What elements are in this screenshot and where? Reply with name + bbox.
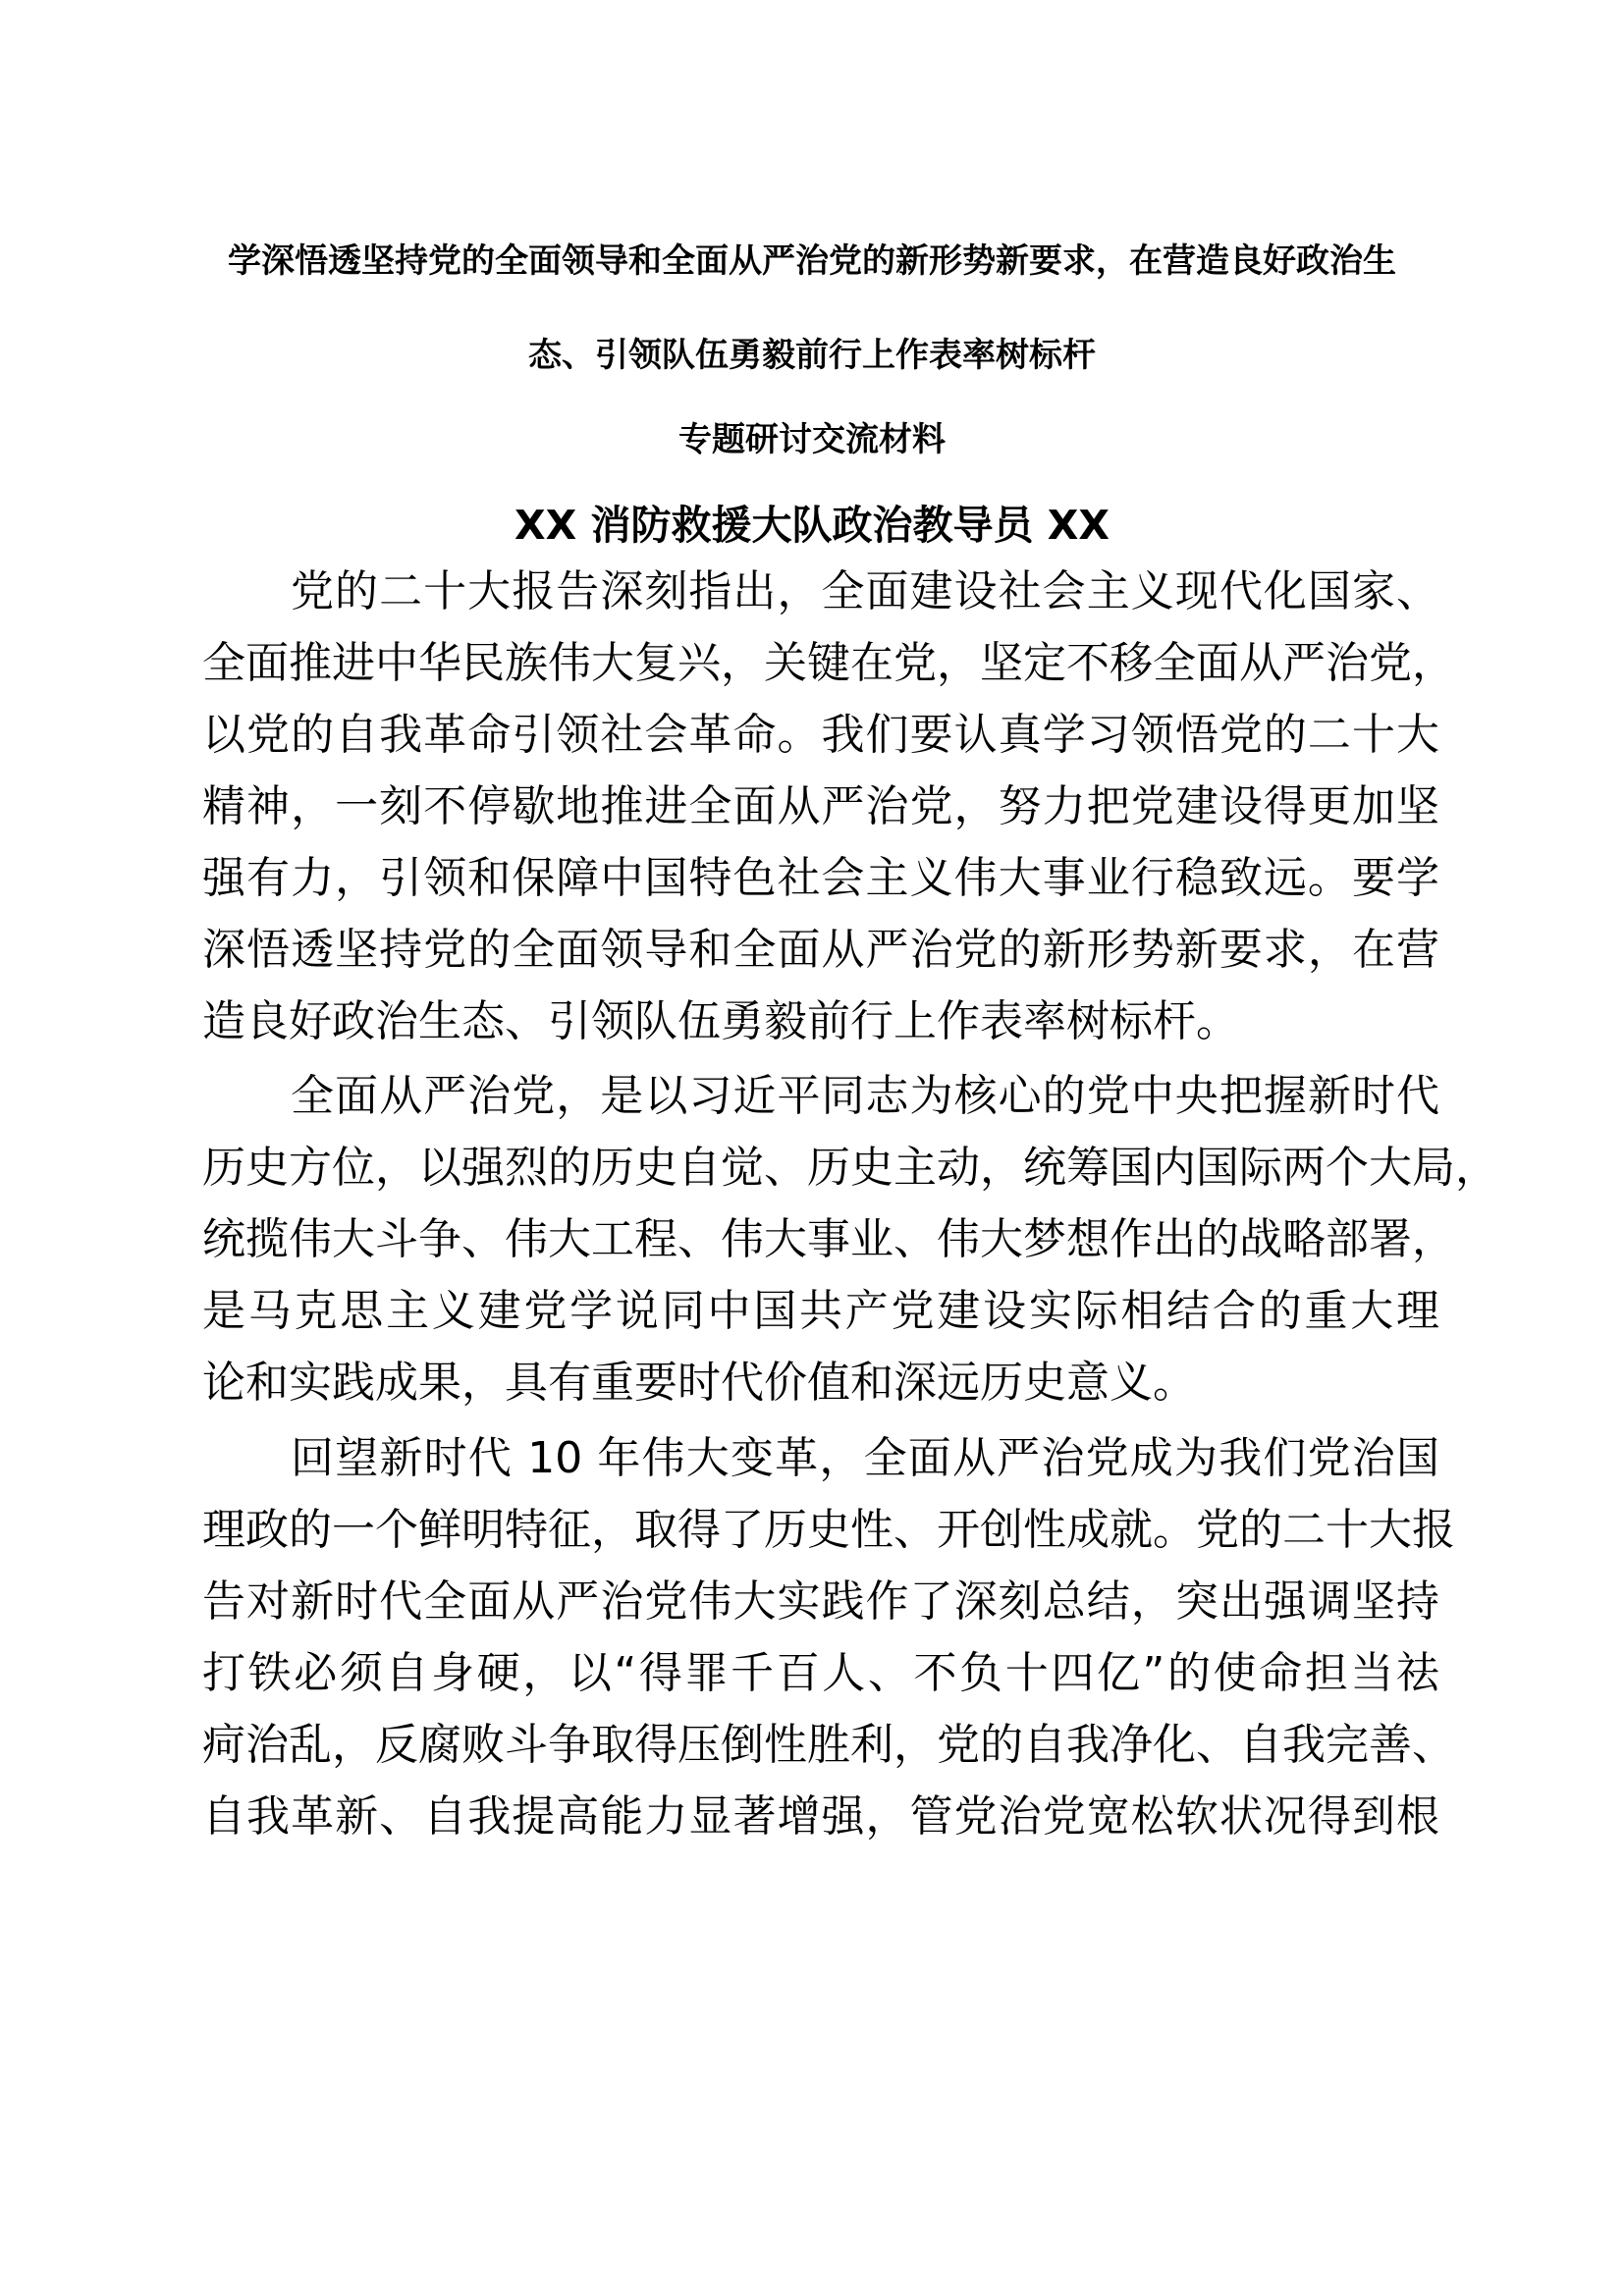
paragraph-2-line-5: 论和实践成果，具有重要时代价值和深远历史意义。 bbox=[202, 1358, 1196, 1408]
paragraph-2-line-1: 全面从严治党，是以习近平同志为核心的党中央把握新时代 bbox=[291, 1071, 1439, 1121]
paragraph-1-line-5: 强有力，引领和保障中国特色社会主义伟大事业行稳致远。要学 bbox=[202, 853, 1439, 903]
paragraph-2-line-4: 是马克思主义建党学说同中国共产党建设实际相结合的重大理 bbox=[202, 1286, 1439, 1336]
paragraph-3-line-2: 理政的一个鲜明特征，取得了历史性、开创性成就。党的二十大报 bbox=[202, 1505, 1455, 1555]
paragraph-3-line-3: 告对新时代全面从严治党伟大实践作了深刻总结，突出强调坚持 bbox=[202, 1576, 1439, 1627]
paragraph-1-line-3: 以党的自我革命引领社会革命。我们要认真学习领悟党的二十大 bbox=[202, 710, 1439, 760]
document-subtitle: 专题研讨交流材料 bbox=[678, 420, 946, 459]
document-title-line-2: 态、引领队伍勇毅前行上作表率树标杆 bbox=[528, 336, 1096, 375]
document-title-line-1: 学深悟透坚持党的全面领导和全面从严治党的新形势新要求，在营造良好政治生 bbox=[228, 241, 1396, 281]
paragraph-3-line-5: 疴治乱，反腐败斗争取得压倒性胜利，党的自我净化、自我完善、 bbox=[202, 1720, 1455, 1770]
paragraph-3-line-6: 自我革新、自我提高能力显著增强，管党治党宽松软状况得到根 bbox=[202, 1791, 1439, 1842]
paragraph-3-line-4: 打铁必须自身硬，以“得罪千百人、不负十四亿”的使命担当祛 bbox=[202, 1648, 1439, 1698]
paragraph-1-line-6: 深悟透坚持党的全面领导和全面从严治党的新形势新要求，在营 bbox=[202, 925, 1439, 975]
document-author: XX 消防救援大队政治教导员 XX bbox=[514, 502, 1110, 549]
paragraph-1-line-2: 全面推进中华民族伟大复兴，关键在党，坚定不移全面从严治党， bbox=[202, 638, 1455, 688]
paragraph-1-line-4: 精神，一刻不停歇地推进全面从严治党，努力把党建设得更加坚 bbox=[202, 781, 1439, 831]
paragraph-2-line-2: 历史方位，以强烈的历史自觉、历史主动，统筹国内国际两个大局， bbox=[202, 1143, 1498, 1193]
paragraph-2-line-3: 统揽伟大斗争、伟大工程、伟大事业、伟大梦想作出的战略部署， bbox=[202, 1214, 1455, 1264]
paragraph-1-line-7: 造良好政治生态、引领队伍勇毅前行上作表率树标杆。 bbox=[202, 996, 1239, 1046]
paragraph-3-line-1: 回望新时代 10 年伟大变革，全面从严治党成为我们党治国 bbox=[291, 1433, 1439, 1483]
paragraph-1-line-1: 党的二十大报告深刻指出，全面建设社会主义现代化国家、 bbox=[291, 566, 1439, 616]
